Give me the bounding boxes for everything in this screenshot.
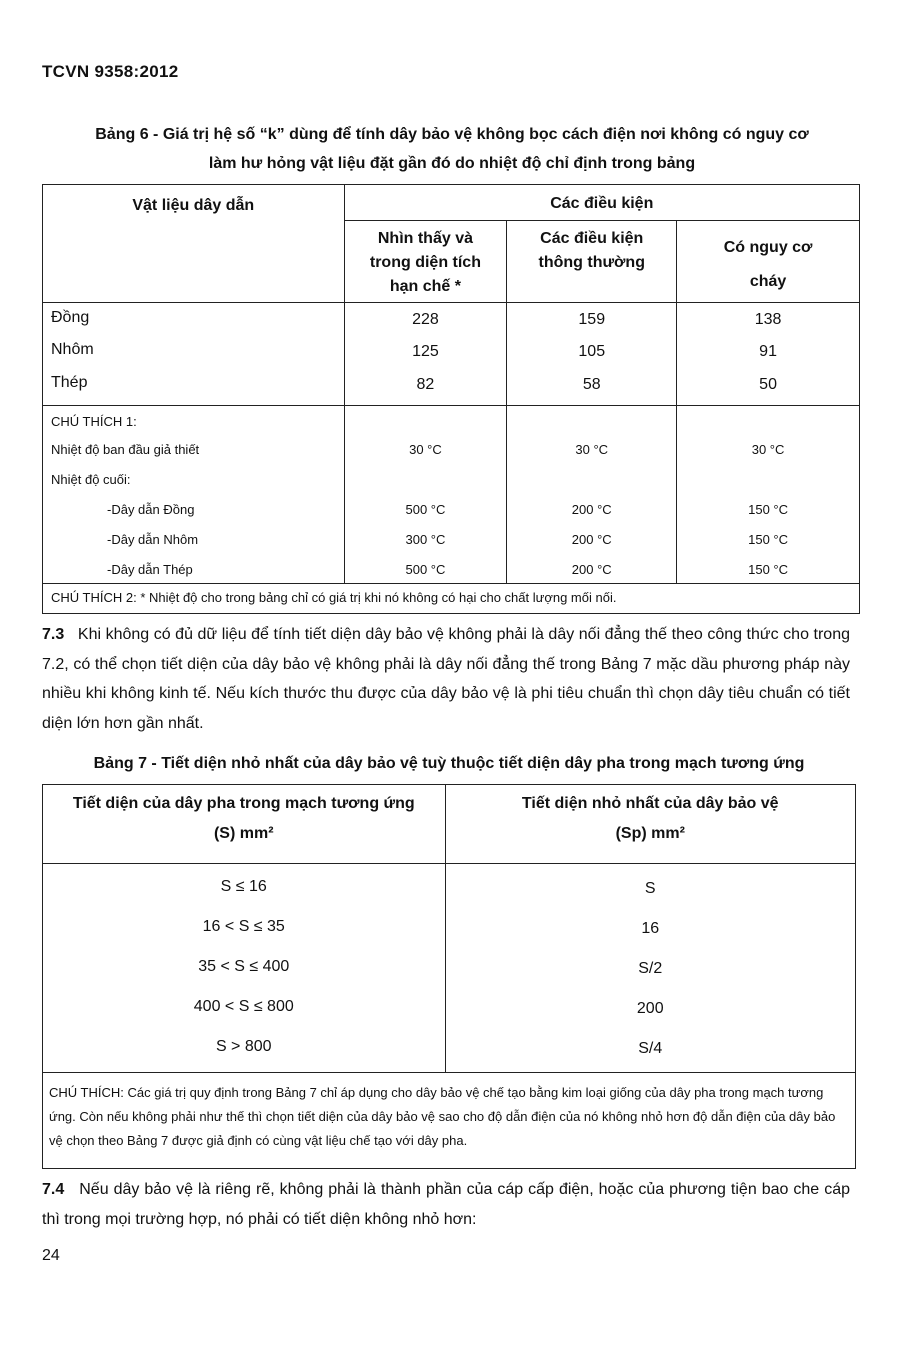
value-cell: 125 — [344, 337, 507, 370]
table7-header-protective — [445, 785, 856, 864]
note1-title: CHÚ THÍCH 1: — [43, 406, 345, 436]
material-label: Nhôm — [43, 337, 345, 370]
value-cell: 30 °C — [677, 436, 860, 466]
phase-section-value: 35 < S ≤ 400 — [198, 958, 290, 975]
table6-header-material: Vật liệu dây dẫn — [43, 185, 345, 303]
table6-subheader-2: Các điều kiện thông thường — [507, 221, 677, 303]
protective-section-column — [445, 864, 856, 1073]
table7-note: CHÚ THÍCH: Các giá trị quy định trong Bảng 7 chỉ áp dụng cho dây bảo vệ chế tạo bằng kim loại giống của dây pha trong mạch tương ứng. Còn nếu không phải như thế thì chọn tiết diện của dây bảo vệ sao cho độ dẫn điện của nó không nhỏ hơn độ dẫn điện của dây bảo vệ chọn theo Bảng 7 được giả định có cùng vật liệu chế tạo với dây pha. — [43, 1073, 856, 1169]
protective-section-value: S — [644, 880, 656, 897]
table6-header-conditions: Các điều kiện — [344, 185, 859, 221]
table6-caption-line2: làm hư hỏng vật liệu đặt gần đó do nhiệt độ chỉ định trong bảng — [208, 155, 696, 172]
value-cell: 138 — [677, 303, 860, 337]
table-row — [43, 337, 860, 370]
value-cell: 30 °C — [344, 436, 507, 466]
section-number: 7.4 — [42, 1181, 65, 1198]
material-label: Thép — [43, 370, 345, 406]
table6-subheader-1: Nhìn thấy và trong diện tích hạn chế * — [344, 221, 507, 303]
value-cell: 200 °C — [507, 556, 677, 584]
table6-subheader-3: Có nguy cơ cháy — [677, 221, 860, 303]
paragraph-7-3 — [42, 620, 850, 738]
table-row — [43, 526, 860, 556]
value-cell: 58 — [507, 370, 677, 406]
final-temp-row-label: -Dây dẫn Nhôm — [43, 526, 345, 556]
value-cell: 200 °C — [507, 496, 677, 526]
header-line: Tiết diện nhỏ nhất của dây bảo vệ — [521, 795, 779, 812]
document-header: TCVN 9358:2012 — [42, 62, 179, 81]
value-cell: 500 °C — [344, 556, 507, 584]
table-row — [43, 436, 860, 466]
phase-section-value: S ≤ 16 — [220, 878, 267, 895]
value-cell: 200 °C — [507, 526, 677, 556]
protective-section-value: 16 — [641, 920, 660, 937]
table6-caption — [42, 120, 862, 178]
protective-section-value: S/2 — [638, 960, 663, 977]
table7-caption: Bảng 7 - Tiết diện nhỏ nhất của dây bảo vệ tuỳ thuộc tiết diện dây pha trong mạch tương ứng — [93, 755, 805, 772]
table-row — [43, 303, 860, 337]
paragraph-text: Khi không có đủ dữ liệu để tính tiết diện dây bảo vệ không phải là dây nối đẳng thế theo công thức cho trong 7.2, có thể chọn tiết diện của dây bảo vệ không phải là dây nối đẳng thế trong Bảng 7 mặc dầu phương pháp này nhiều khi không kinh tế. Nếu kích thước thu được của dây bảo vệ là phi tiêu chuẩn thì chọn dây tiêu chuẩn có tiết diện lớn hơn gần nhất. — [42, 626, 850, 732]
value-cell: 300 °C — [344, 526, 507, 556]
phase-section-value: S > 800 — [215, 1038, 272, 1055]
protective-section-value: S/4 — [638, 1040, 663, 1057]
final-temp-label: Nhiệt độ cuối: — [43, 466, 345, 496]
header-line: (Sp) mm² — [615, 825, 685, 842]
value-cell: 91 — [677, 337, 860, 370]
table6-note2: CHÚ THÍCH 2: * Nhiệt độ cho trong bảng chỉ có giá trị khi nó không có hại cho chất lượng mối nối. — [43, 584, 860, 614]
value-cell: 500 °C — [344, 496, 507, 526]
value-cell: 82 — [344, 370, 507, 406]
paragraph-7-4 — [42, 1175, 850, 1234]
section-number: 7.3 — [42, 626, 65, 643]
table-row — [43, 496, 860, 526]
value-cell: 159 — [507, 303, 677, 337]
value-cell: 228 — [344, 303, 507, 337]
page-number: 24 — [42, 1247, 60, 1264]
table-row — [43, 556, 860, 584]
value-cell: 150 °C — [677, 526, 860, 556]
protective-section-value: 200 — [636, 1000, 664, 1017]
value-cell: 105 — [507, 337, 677, 370]
final-temp-row-label: -Dây dẫn Đồng — [43, 496, 345, 526]
header-line: Tiết diện của dây pha trong mạch tương ứng — [72, 795, 415, 812]
table6-caption-line1: Bảng 6 - Giá trị hệ số “k” dùng để tính dây bảo vệ không bọc cách điện nơi không có nguy cơ — [95, 126, 809, 143]
value-cell: 150 °C — [677, 496, 860, 526]
value-cell: 50 — [677, 370, 860, 406]
table7 — [42, 784, 856, 1169]
paragraph-text: Nếu dây bảo vệ là riêng rẽ, không phải là thành phần của cáp cấp điện, hoặc của phương tiện bao che cáp thì trong mọi trường hợp, nó phải có tiết diện không nhỏ hơn: — [42, 1181, 850, 1228]
value-cell: 150 °C — [677, 556, 860, 584]
phase-section-column — [43, 864, 446, 1073]
phase-section-value: 16 < S ≤ 35 — [202, 918, 285, 935]
initial-temp-label: Nhiệt độ ban đầu giả thiết — [43, 436, 345, 466]
material-label: Đồng — [43, 303, 345, 337]
table7-header-phase — [43, 785, 446, 864]
table6 — [42, 184, 860, 614]
header-line: (S) mm² — [213, 825, 274, 842]
value-cell: 30 °C — [507, 436, 677, 466]
table-row — [43, 370, 860, 406]
phase-section-value: 400 < S ≤ 800 — [193, 998, 294, 1015]
final-temp-row-label: -Dây dẫn Thép — [43, 556, 345, 584]
